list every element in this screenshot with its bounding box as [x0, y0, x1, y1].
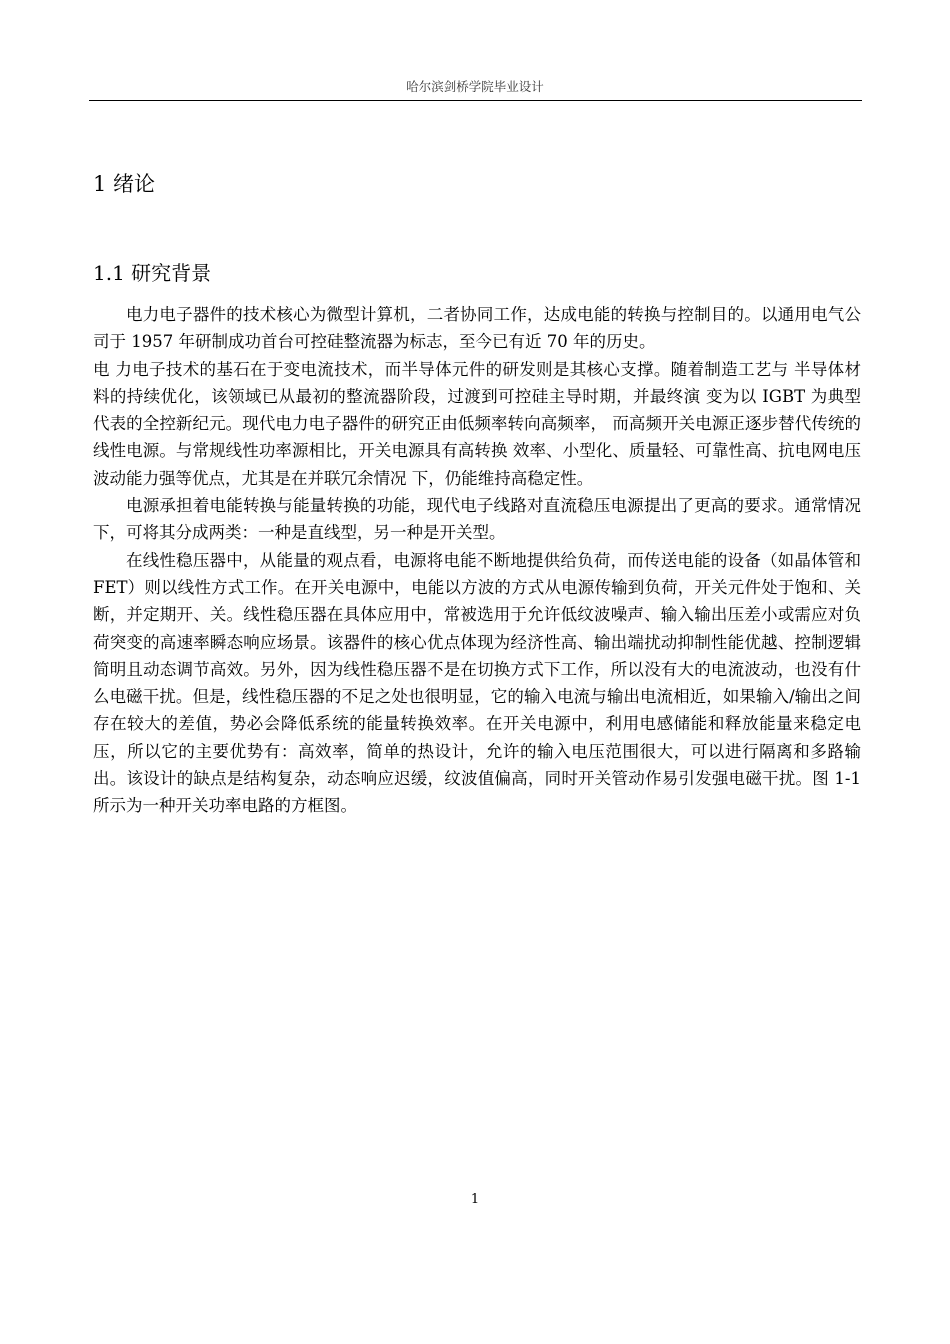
- page-header-title: 哈尔滨剑桥学院毕业设计: [406, 79, 544, 94]
- page-number: 1: [470, 1192, 480, 1207]
- chapter-title: 1 绪论: [93, 172, 156, 196]
- section-title: 1.1 研究背景: [93, 261, 212, 285]
- paragraph-1: 电力电子器件的技术核心为微型计算机，二者协同工作，达成电能的转换与控制目的。以通用电气公司于 1957 年研制成功首台可控硅整流器为标志，至今已有近 70 年的历史。 电 力电子技术的基石在于变电流技术，而半导体元件的研发则是其核心支撑。随着制造工艺与 半导体材料的持续优化，该领域已从最初的整流器阶段，过渡到可控硅主导时期，并最终演 变为以 IGBT 为典型代表的全控新纪元。现代电力电子器件的研究正由低频率转向高频率， 而高频开关电源正逐步替代传统的线性电源。与常规线性功率源相比，开关电源具有高转换 效率、小型化、质量轻、可靠性高、抗电网电压波动能力强等优点，尤其是在并联冗余情况 下，仍能维持高稳定性。: [93, 305, 861, 488]
- paragraph-3: 在线性稳压器中，从能量的观点看，电源将电能不断地提供给负荷，而传送电能的设备（如晶体管和 FET）则以线性方式工作。在开关电源中，电能以方波的方式从电源传输到负荷，开关元件处于饱和、关断，并定期开、关。线性稳压器在具体应用中，常被选用于允许低纹波噪声、输入输出压差小或需应对负荷突变的高速率瞬态响应场景。该器件的核心优点体现为经济性高、输出端扰动抑制性能优越、控制逻辑简明且动态调节高效。另外，因为线性稳压器不是在切换方式下工作，所以没有大的电流波动，也没有什么电磁干扰。但是，线性稳压器的不足之处也很明显，它的输入电流与输出电流相近，如果输入/输出之间存在较大的差值，势必会降低系统的能量转换效率。在开关电源中，利用电感储能和释放能量来稳定电压，所以它的主要优势有：高效率，简单的热设计，允许的输入电压范围很大，可以进行隔离和多路输出。该设计的缺点是结构复杂，动态响应迟缓，纹波值偏高，同时开关管动作易引发强电磁干扰。图 1-1 所示为一种开关功率电路的方框图。: [93, 550, 861, 816]
- paragraph-2: 电源承担着电能转换与能量转换的功能，现代电子线路对直流稳压电源提出了更高的要求。通常情况下，可将其分成两类：一种是直线型，另一种是开关型。: [93, 496, 861, 543]
- body-text: [93, 301, 861, 820]
- header-divider: [89, 100, 862, 101]
